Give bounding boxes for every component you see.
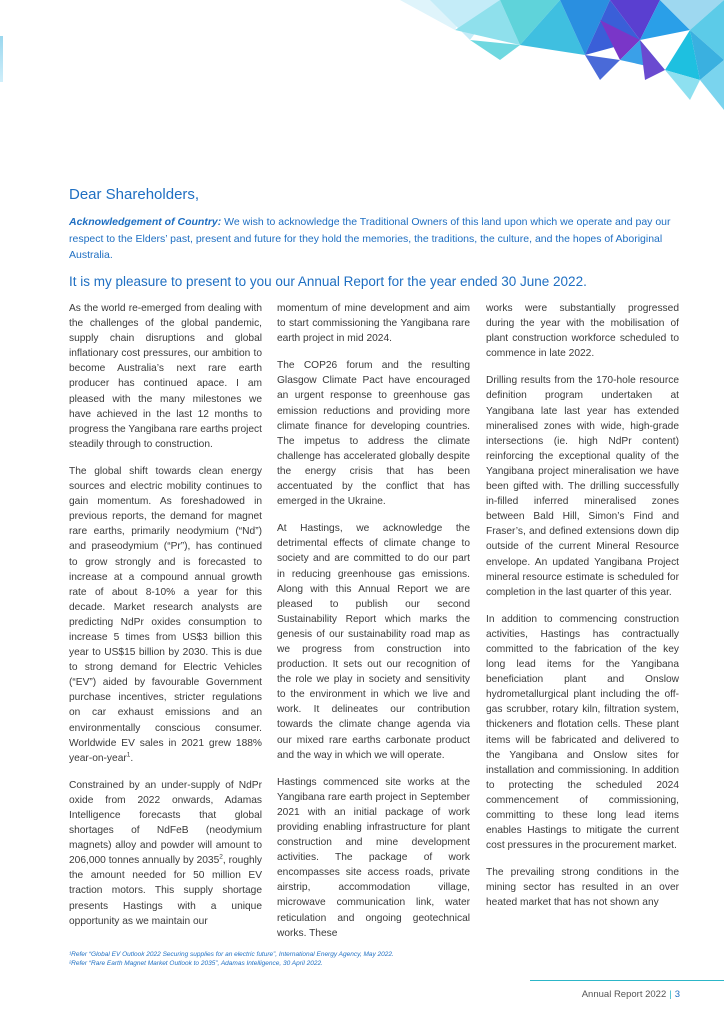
footnote-ref: 2 xyxy=(219,853,223,861)
footer-separator: | xyxy=(669,989,672,1000)
page-footer xyxy=(582,989,680,1000)
paragraph: The COP26 forum and the resulting Glasgow Climate Pact have encouraged an urgent response to greenhouse gas emission reductions and providing more climate finance for developing countries. The impetus to address the climate challenge has accelerated globally despite the energy crisis that has been accentuated by the conflict that has emerged in the Ukraine. xyxy=(277,360,470,508)
paragraph: works were substantially progressed during the year with the mobilisation of plant construction workforce scheduled to commence in late 2022. xyxy=(486,303,679,360)
paragraph: momentum of mine development and aim to start commissioning the Yangibana rare earth project in mid 2024. xyxy=(277,303,470,345)
footnote-2: ²Refer “Rare Earth Magnet Market Outlook to 2035”, Adamas Intelligence, 30 April 2022. xyxy=(69,960,323,967)
paragraph: As the world re-emerged from dealing with the challenges of the global pandemic, supply chain disruptions and global inflationary cost pressures, our ambition to become Australia’s next rare earth producer has continued apace. I am pleased with the many milestones we have achieved in the last 12 months to progress the Yangibana rare earths project steadily through to construction. xyxy=(69,303,262,450)
decorative-polygon-banner xyxy=(0,0,724,110)
footnote-1: ¹Refer “Global EV Outlook 2022 Securing supplies for an electric future”, International Energy Agency, May 2022. xyxy=(69,951,394,958)
report-label: Annual Report 2022 xyxy=(581,989,667,1000)
footer-rule xyxy=(530,980,724,981)
paragraph: Constrained by an under-supply of NdPr oxide from 2022 onwards, Adamas Intelligence forecasts that global shortages of NdFeB (neodymium magnets) alloy and powder will amount to 206,000 tonnes annually by 2035$^2$, roughly the amount needed for 50 million EV traction motors. This supply shortage presents Hastings with a unique opportunity as we maintain our xyxy=(69,779,263,927)
acknowledgement-text: We wish to acknowledge the Traditional Owners of this land upon which we operate and pay our respect to the Elders’ past, present and future for they hold the memories, the traditions, the culture, and the hopes of Aboriginal Australia. xyxy=(69,216,671,261)
paragraph: At Hastings, we acknowledge the detrimental effects of climate change to society and are committed to do our part in reducing greenhouse gas emissions. Along with this Annual Report we are pleased to publish our second Sustainability Report which marks the genesis of our sustainability road map as we progress from construction into production. It sets out our recognition of the role we play in society and sensitivity to the environment in which we live and work. It delineates our contribution towards the climate change agenda via our mixed rare earths carbonate product and the way in which we will operate. xyxy=(277,523,470,761)
greeting: Dear Shareholders, xyxy=(69,186,200,203)
footnotes xyxy=(69,950,669,968)
acknowledgement-of-country xyxy=(69,214,681,264)
page-number: 3 xyxy=(674,989,680,1000)
paragraph: The global shift towards clean energy sources and electric mobility continues to gain momentum. As foreshadowed in previous reports, the demand for magnet rare earths, primarily neodymium (“Nd”) and praseodymium (“Pr”), has continued to grow strongly and is forecasted to increase at a compound annual growth rate of about 8-10% a year for this decade. Market research analysts are predicting NdPr oxides consumption to increase 5 times from US$3 billion this year to US$15 billion by 2030. This is due to strong demand for Electric Vehicles (“EV”) aided by favourable Government purchase incentives, stricter regulations on car exhaust emissions and an environmentally conscious consumer. Worldwide EV sales in 2021 grew 188% year-on-year$^1$. xyxy=(69,465,262,764)
body-column-2 xyxy=(277,301,470,953)
paragraph: Drilling results from the 170-hole resource definition program undertaken at Yangibana late last year has extended mineralised zones with wide, high-grade intersections (ie. high NdPr content) reinforcing the exceptional quality of the Yangibana project mineralisation we have been gifted with. The drilling successfully in-filled inferred mineralised zones between Bald Hill, Simon’s Find and Fraser’s, and defined extensions down dip outside of the current Mineral Resource envelope. An updated Yangibana Project mineral resource estimate is scheduled for completion in the last quarter of this year. xyxy=(486,375,679,598)
body-column-1 xyxy=(69,301,262,941)
letter-headline: It is my pleasure to present to you our Annual Report for the year ended 30 June 2022. xyxy=(69,274,587,289)
footnote-ref: 1 xyxy=(126,751,131,759)
paragraph: In addition to commencing construction activities, Hastings has contractually committed to the fabrication of the key long lead items for the Yangibana beneficiation plant and Onslow hydrometallurgical plant including the off-gas scrubber, rotary kiln, filtration system, thickeners and flotation cells. These plant items will be fabricated and delivered to the Yangibana and Onslow sites for installation and commissioning. In addition to protecting the scheduled 2024 commencement of commissioning, committing to these long lead items enables Hastings to mitigate the current cost pressures in the procurement market. xyxy=(486,613,679,852)
body-column-3 xyxy=(486,301,679,923)
edge-decoration xyxy=(0,36,3,82)
acknowledgement-lead: Acknowledgement of Country: xyxy=(69,216,222,228)
paragraph: The prevailing strong conditions in the mining sector has resulted in an over heated market that has not shown any xyxy=(486,867,679,909)
paragraph: Hastings commenced site works at the Yangibana rare earth project in September 2021 with an initial package of work providing enabling infrastructure for plant construction and mine development activities. The package of work encompasses site access roads, private airstrip, accommodation village, microwave communication link, water reticulation and ongoing geotechnical works. These xyxy=(277,776,470,939)
